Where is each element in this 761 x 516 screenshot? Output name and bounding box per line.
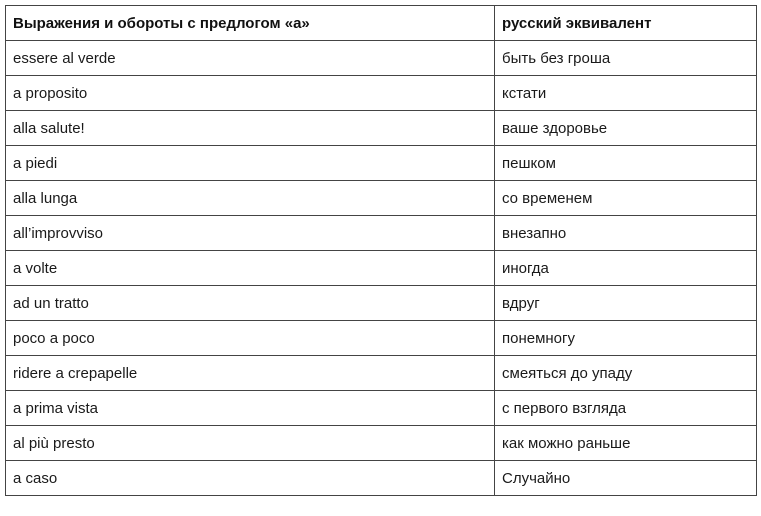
header-russian-equivalent: русский эквивалент: [495, 6, 757, 41]
italian-phrase: ridere a crepapelle: [6, 356, 495, 391]
italian-phrase: alla lunga: [6, 181, 495, 216]
table-row: [6, 76, 757, 111]
italian-phrase: al più presto: [6, 426, 495, 461]
russian-equivalent: как можно раньше: [495, 426, 757, 461]
table-row: [6, 216, 757, 251]
table-row: [6, 426, 757, 461]
table-row: [6, 321, 757, 356]
italian-phrase: essere al verde: [6, 41, 495, 76]
russian-equivalent: пешком: [495, 146, 757, 181]
russian-equivalent: вдруг: [495, 286, 757, 321]
russian-equivalent: ваше здоровье: [495, 111, 757, 146]
table-row: [6, 181, 757, 216]
phrases-table: [5, 5, 757, 496]
table-row: [6, 356, 757, 391]
table-row: [6, 391, 757, 426]
table-row: [6, 146, 757, 181]
italian-phrase: a piedi: [6, 146, 495, 181]
italian-phrase: a proposito: [6, 76, 495, 111]
table-row: [6, 111, 757, 146]
table-row: [6, 251, 757, 286]
russian-equivalent: внезапно: [495, 216, 757, 251]
russian-equivalent: с первого взгляда: [495, 391, 757, 426]
russian-equivalent: понемногу: [495, 321, 757, 356]
russian-equivalent: кстати: [495, 76, 757, 111]
italian-phrase: a prima vista: [6, 391, 495, 426]
russian-equivalent: Случайно: [495, 461, 757, 496]
italian-phrase: poco a poco: [6, 321, 495, 356]
italian-phrase: a volte: [6, 251, 495, 286]
table-row: [6, 41, 757, 76]
table-header-row: [6, 6, 757, 41]
russian-equivalent: смеяться до упаду: [495, 356, 757, 391]
table-row: [6, 461, 757, 496]
table-row: [6, 286, 757, 321]
russian-equivalent: иногда: [495, 251, 757, 286]
russian-equivalent: со временем: [495, 181, 757, 216]
italian-phrase: a caso: [6, 461, 495, 496]
russian-equivalent: быть без гроша: [495, 41, 757, 76]
italian-phrase: all’improvviso: [6, 216, 495, 251]
header-italian-phrases: Выражения и обороты с предлогом «а»: [6, 6, 495, 41]
italian-phrase: ad un tratto: [6, 286, 495, 321]
italian-phrase: alla salute!: [6, 111, 495, 146]
